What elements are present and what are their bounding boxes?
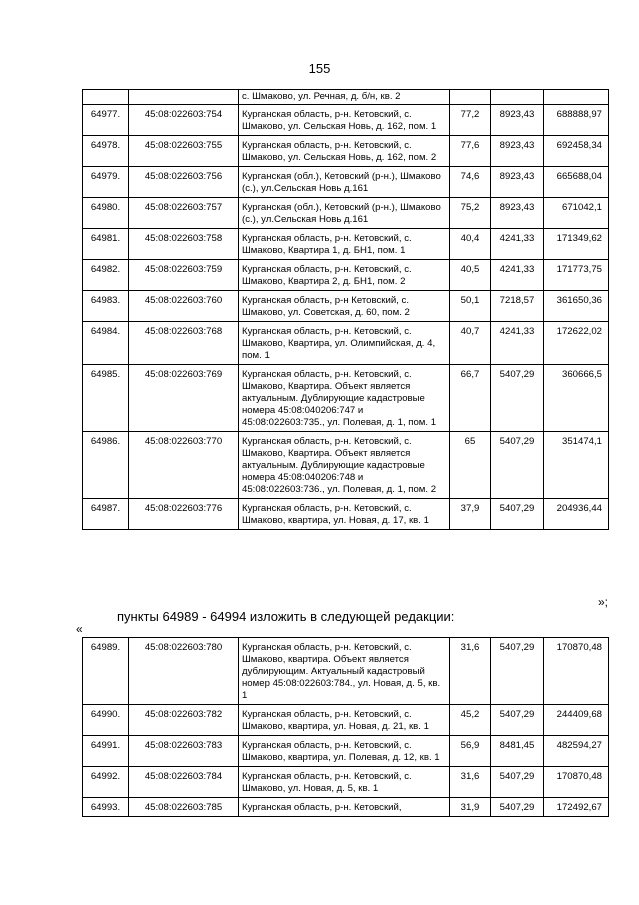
- area-cell: [450, 90, 491, 105]
- table-row: [83, 260, 609, 291]
- address-cell: Курганская (обл.), Кетовский (р-н.), Шмаково (с.), ул.Сельская Новь д.161: [239, 198, 450, 229]
- area-cell: 37,9: [450, 499, 491, 530]
- register-table-2: [82, 637, 609, 817]
- table-row: [83, 198, 609, 229]
- address-cell: с. Шмаково, ул. Речная, д. б/н, кв. 2: [239, 90, 450, 105]
- cadastral-number-cell: 45:08:022603:756: [129, 167, 239, 198]
- table-row: [83, 136, 609, 167]
- address-cell: Курганская область, р-н. Кетовский, с. Шмаково, квартира, ул. Новая, д. 17, кв. 1: [239, 499, 450, 530]
- address-cell: Курганская область, р-н. Кетовский, с. Шмаково, квартира, ул. Новая, д. 21, кв. 1: [239, 705, 450, 736]
- cadastral-number-cell: 45:08:022603:760: [129, 291, 239, 322]
- table-row: [83, 736, 609, 767]
- opening-quote: «: [76, 622, 83, 636]
- address-cell: Курганская (обл.), Кетовский (р-н.), Шмаково (с.), ул.Сельская Новь д.161: [239, 167, 450, 198]
- row-number-cell: 64993.: [83, 798, 129, 817]
- cadastral-number-cell: 45:08:022603:768: [129, 322, 239, 365]
- area-cell: 40,4: [450, 229, 491, 260]
- closing-quote: »;: [598, 595, 609, 609]
- row-number-cell: 64990.: [83, 705, 129, 736]
- area-cell: 65: [450, 432, 491, 499]
- unit-price-cell: 5407,29: [491, 767, 544, 798]
- unit-price-cell: 5407,29: [491, 638, 544, 705]
- cadastral-value-cell: 204936,44: [544, 499, 609, 530]
- row-number-cell: 64986.: [83, 432, 129, 499]
- unit-price-cell: 5407,29: [491, 499, 544, 530]
- cadastral-value-cell: 671042,1: [544, 198, 609, 229]
- unit-price-cell: 4241,33: [491, 229, 544, 260]
- register-table-1: [82, 89, 609, 530]
- page-number: 155: [308, 61, 331, 76]
- cadastral-value-cell: 170870,48: [544, 638, 609, 705]
- cadastral-value-cell: 172492,67: [544, 798, 609, 817]
- table-row: [83, 638, 609, 705]
- address-cell: Курганская область, р-н. Кетовский, с. Шмаково, Квартира. Объект является актуальным. Дублирующие кадастровые номера 45:08:040206:747 и 45:08:022603:735., ул. Полевая, д. 1, пом. 1: [239, 365, 450, 432]
- area-cell: 74,6: [450, 167, 491, 198]
- address-cell: Курганская область, р-н. Кетовский, с. Шмаково, ул. Сельская Новь, д. 162, пом. 2: [239, 136, 450, 167]
- amendment-instruction: пункты 64989 - 64994 изложить в следующей редакции:: [117, 609, 455, 624]
- cadastral-value-cell: 172622,02: [544, 322, 609, 365]
- address-cell: Курганская область, р-н. Кетовский, с. Шмаково, ул. Сельская Новь, д. 162, пом. 1: [239, 105, 450, 136]
- row-number-cell: 64981.: [83, 229, 129, 260]
- row-number-cell: [83, 90, 129, 105]
- row-number-cell: 64978.: [83, 136, 129, 167]
- row-number-cell: 64987.: [83, 499, 129, 530]
- cadastral-value-cell: 170870,48: [544, 767, 609, 798]
- row-number-cell: 64984.: [83, 322, 129, 365]
- cadastral-value-cell: 688888,97: [544, 105, 609, 136]
- area-cell: 31,6: [450, 767, 491, 798]
- table-row: [83, 432, 609, 499]
- cadastral-number-cell: [129, 90, 239, 105]
- unit-price-cell: 8923,43: [491, 136, 544, 167]
- area-cell: 45,2: [450, 705, 491, 736]
- row-number-cell: 64980.: [83, 198, 129, 229]
- row-number-cell: 64979.: [83, 167, 129, 198]
- table-row: [83, 365, 609, 432]
- cadastral-value-cell: 244409,68: [544, 705, 609, 736]
- unit-price-cell: 8923,43: [491, 105, 544, 136]
- unit-price-cell: 8923,43: [491, 167, 544, 198]
- area-cell: 66,7: [450, 365, 491, 432]
- cadastral-value-cell: 360666,5: [544, 365, 609, 432]
- address-cell: Курганская область, р-н. Кетовский, с. Шмаково, Квартира 1, д. БН1, пом. 1: [239, 229, 450, 260]
- area-cell: 77,2: [450, 105, 491, 136]
- table-row: [83, 229, 609, 260]
- cadastral-value-cell: 482594,27: [544, 736, 609, 767]
- unit-price-cell: [491, 90, 544, 105]
- area-cell: 40,7: [450, 322, 491, 365]
- cadastral-value-cell: 351474,1: [544, 432, 609, 499]
- table-row: [83, 291, 609, 322]
- unit-price-cell: 5407,29: [491, 365, 544, 432]
- area-cell: 56,9: [450, 736, 491, 767]
- row-number-cell: 64982.: [83, 260, 129, 291]
- area-cell: 75,2: [450, 198, 491, 229]
- row-number-cell: 64991.: [83, 736, 129, 767]
- area-cell: 40,5: [450, 260, 491, 291]
- cadastral-number-cell: 45:08:022603:759: [129, 260, 239, 291]
- cadastral-number-cell: 45:08:022603:776: [129, 499, 239, 530]
- address-cell: Курганская область, р-н. Кетовский, с. Шмаково, квартира. Объект является дублирующим. Актуальный кадастровый номер 45:08:022603:784., ул. Новая, д. 5, кв. 1: [239, 638, 450, 705]
- address-cell: Курганская область, р-н. Кетовский,: [239, 798, 450, 817]
- cadastral-number-cell: 45:08:022603:782: [129, 705, 239, 736]
- unit-price-cell: 7218,57: [491, 291, 544, 322]
- address-cell: Курганская область, р-н. Кетовский, с. Шмаково, ул. Новая, д. 5, кв. 1: [239, 767, 450, 798]
- row-number-cell: 64989.: [83, 638, 129, 705]
- address-cell: Курганская область, р-н Кетовский, с. Шмаково, ул. Советская, д. 60, пом. 2: [239, 291, 450, 322]
- row-number-cell: 64983.: [83, 291, 129, 322]
- cadastral-number-cell: 45:08:022603:769: [129, 365, 239, 432]
- cadastral-number-cell: 45:08:022603:780: [129, 638, 239, 705]
- cadastral-value-cell: 361650,36: [544, 291, 609, 322]
- unit-price-cell: 8923,43: [491, 198, 544, 229]
- cadastral-number-cell: 45:08:022603:754: [129, 105, 239, 136]
- cadastral-number-cell: 45:08:022603:784: [129, 767, 239, 798]
- cadastral-value-cell: 171773,75: [544, 260, 609, 291]
- cadastral-number-cell: 45:08:022603:783: [129, 736, 239, 767]
- table-row: [83, 322, 609, 365]
- table-row: [83, 767, 609, 798]
- unit-price-cell: 5407,29: [491, 798, 544, 817]
- cadastral-number-cell: 45:08:022603:785: [129, 798, 239, 817]
- area-cell: 77,6: [450, 136, 491, 167]
- area-cell: 50,1: [450, 291, 491, 322]
- row-number-cell: 64985.: [83, 365, 129, 432]
- cadastral-value-cell: 171349,62: [544, 229, 609, 260]
- cadastral-value-cell: 665688,04: [544, 167, 609, 198]
- address-cell: Курганская область, р-н. Кетовский, с. Шмаково, Квартира, ул. Олимпийская, д. 4, пом. 1: [239, 322, 450, 365]
- row-number-cell: 64992.: [83, 767, 129, 798]
- unit-price-cell: 5407,29: [491, 705, 544, 736]
- cadastral-number-cell: 45:08:022603:755: [129, 136, 239, 167]
- cadastral-value-cell: [544, 90, 609, 105]
- table-row: [83, 705, 609, 736]
- table-row: [83, 105, 609, 136]
- table-row: [83, 167, 609, 198]
- address-cell: Курганская область, р-н. Кетовский, с. Шмаково, Квартира. Объект является актуальным. Дублирующие кадастровые номера 45:08:040206:748 и 45:08:022603:736., ул. Полевая, д. 1, пом. 2: [239, 432, 450, 499]
- unit-price-cell: 4241,33: [491, 322, 544, 365]
- cadastral-number-cell: 45:08:022603:770: [129, 432, 239, 499]
- unit-price-cell: 4241,33: [491, 260, 544, 291]
- area-cell: 31,6: [450, 638, 491, 705]
- address-cell: Курганская область, р-н. Кетовский, с. Шмаково, Квартира 2, д. БН1, пом. 2: [239, 260, 450, 291]
- unit-price-cell: 5407,29: [491, 432, 544, 499]
- cadastral-value-cell: 692458,34: [544, 136, 609, 167]
- cadastral-number-cell: 45:08:022603:758: [129, 229, 239, 260]
- table-row: [83, 499, 609, 530]
- table-row: [83, 90, 609, 105]
- area-cell: 31,9: [450, 798, 491, 817]
- address-cell: Курганская область, р-н. Кетовский, с. Шмаково, квартира, ул. Полевая, д. 12, кв. 1: [239, 736, 450, 767]
- cadastral-number-cell: 45:08:022603:757: [129, 198, 239, 229]
- unit-price-cell: 8481,45: [491, 736, 544, 767]
- row-number-cell: 64977.: [83, 105, 129, 136]
- table-row: [83, 798, 609, 817]
